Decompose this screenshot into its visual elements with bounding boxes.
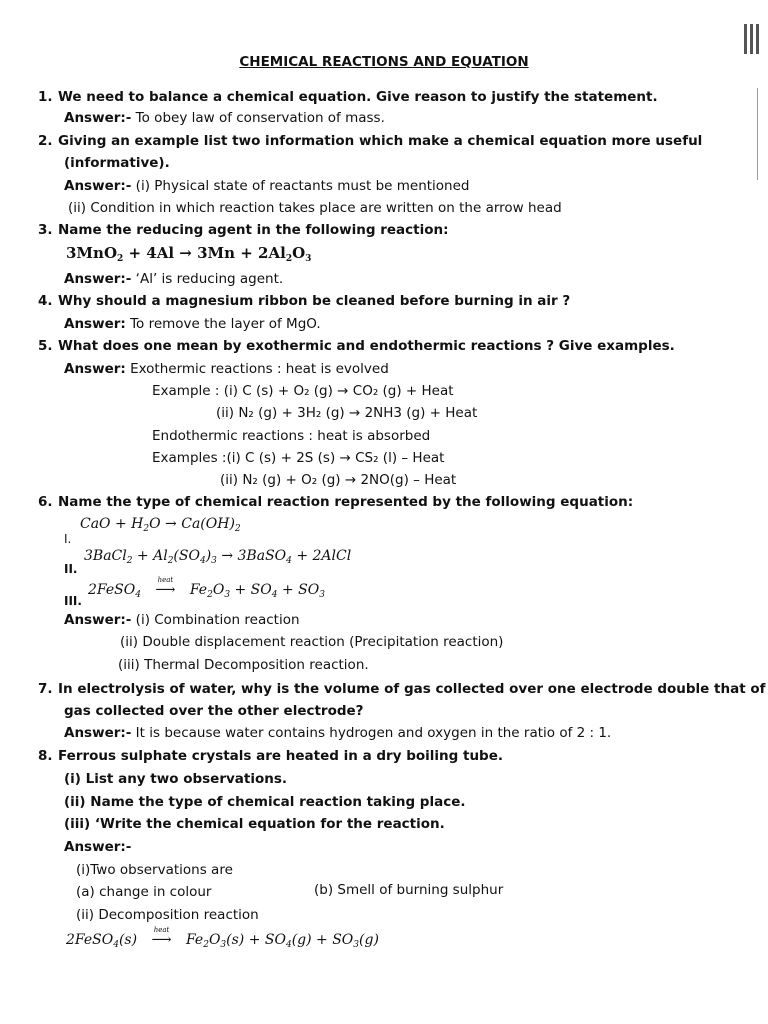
reaction-label-2: II. [64,562,78,576]
answer-4: Answer: To remove the layer of MgO. [64,316,321,332]
answer-6-iii: (iii) Thermal Decomposition reaction. [118,657,369,673]
answer-2: Answer:- (i) Physical state of reactants must be mentioned [64,178,470,194]
reaction-1: CaO + $H_2O \to Ca(OH)_2$ [80,516,241,534]
answer-8-label: Answer:- [64,839,132,855]
menu-icon[interactable] [744,24,760,54]
example-endo-2: (ii) N₂ (g) + O₂ (g) → 2NO(g) – Heat [220,472,457,488]
reaction-3: 2FeSO$_4$ heat ⟶ $Fe_2O_3 + SO_4 + SO_3$ [88,582,325,599]
question-3: 3. Name the reducing agent in the following reaction: [38,222,449,238]
answer-8-ii: (ii) Decomposition reaction [76,907,259,923]
answer-5: Answer: Exothermic reactions : heat is evolved [64,361,389,377]
question-7: 7. In electrolysis of water, why is the volume of gas collected over one electrode double that of [38,681,766,697]
example-exo-2: (ii) N₂ (g) + 3H₂ (g) → 2NH3 (g) + Heat [216,405,478,421]
equation-3: $3MnO_2 + 4Al \to 3Mn + 2Al_2O_3$ [66,244,312,264]
question-8-part-iii: (iii) ‘Write the chemical equation for the reaction. [64,816,445,832]
example-exo-1: Example : (i) C (s) + O₂ (g) → CO₂ (g) + Heat [152,383,454,399]
answer-2-cont: (ii) Condition in which reaction takes place are written on the arrow head [68,200,562,216]
reaction-label-3: III. [64,594,82,608]
question-8: 8. Ferrous sulphate crystals are heated in a dry boiling tube. [38,748,504,764]
observations-title: (i)Two observations are [76,862,233,878]
question-8-part-ii: (ii) Name the type of chemical reaction taking place. [64,794,466,810]
page-title: CHEMICAL REACTIONS AND EQUATION [239,54,529,70]
answer-3: Answer:- ‘Al’ is reducing agent. [64,271,284,287]
observation-b: (b) Smell of burning sulphur [314,882,504,898]
answer-7: Answer:- It is because water contains hydrogen and oxygen in the ratio of 2 : 1. [64,725,612,741]
reaction-2: 3BaCl$_2$ + $Al_2(SO_4)_3$ → 3BaSO$_4$ + 2AlCl [84,548,352,566]
answer-6: Answer:- (i) Combination reaction [64,612,300,628]
reaction-label-1: I. [64,532,72,546]
observation-a: (a) change in colour [76,884,212,900]
example-endo-1: Examples :(i) C (s) + 2S (s) → CS₂ (l) – Heat [152,450,445,466]
question-5: 5. What does one mean by exothermic and endothermic reactions ? Give examples. [38,338,675,354]
question-6: 6. Name the type of chemical reaction represented by the following equation: [38,494,634,510]
margin-rule [757,88,758,180]
heat-label: heat [157,576,174,584]
answer-6-ii: (ii) Double displacement reaction (Precipitation reaction) [120,634,504,650]
question-1: 1. We need to balance a chemical equation. Give reason to justify the statement. [38,89,658,105]
heat-label-2: heat [153,926,170,934]
question-2: 2. Giving an example list two information which make a chemical equation more useful [38,133,703,149]
question-8-part-i: (i) List any two observations. [64,771,288,787]
endothermic-text: Endothermic reactions : heat is absorbed [152,428,431,444]
question-2-cont: (informative). [64,155,170,171]
question-4: 4. Why should a magnesium ribbon be cleaned before burning in air ? [38,293,571,309]
equation-8: 2FeSO$_4$(s) heat ⟶ $Fe_2O_3(s) + SO_4(g) + SO_3(g)$ [66,932,379,949]
answer-1: Answer:- To obey law of conservation of mass. [64,110,385,126]
question-7-cont: gas collected over the other electrode? [64,703,364,719]
